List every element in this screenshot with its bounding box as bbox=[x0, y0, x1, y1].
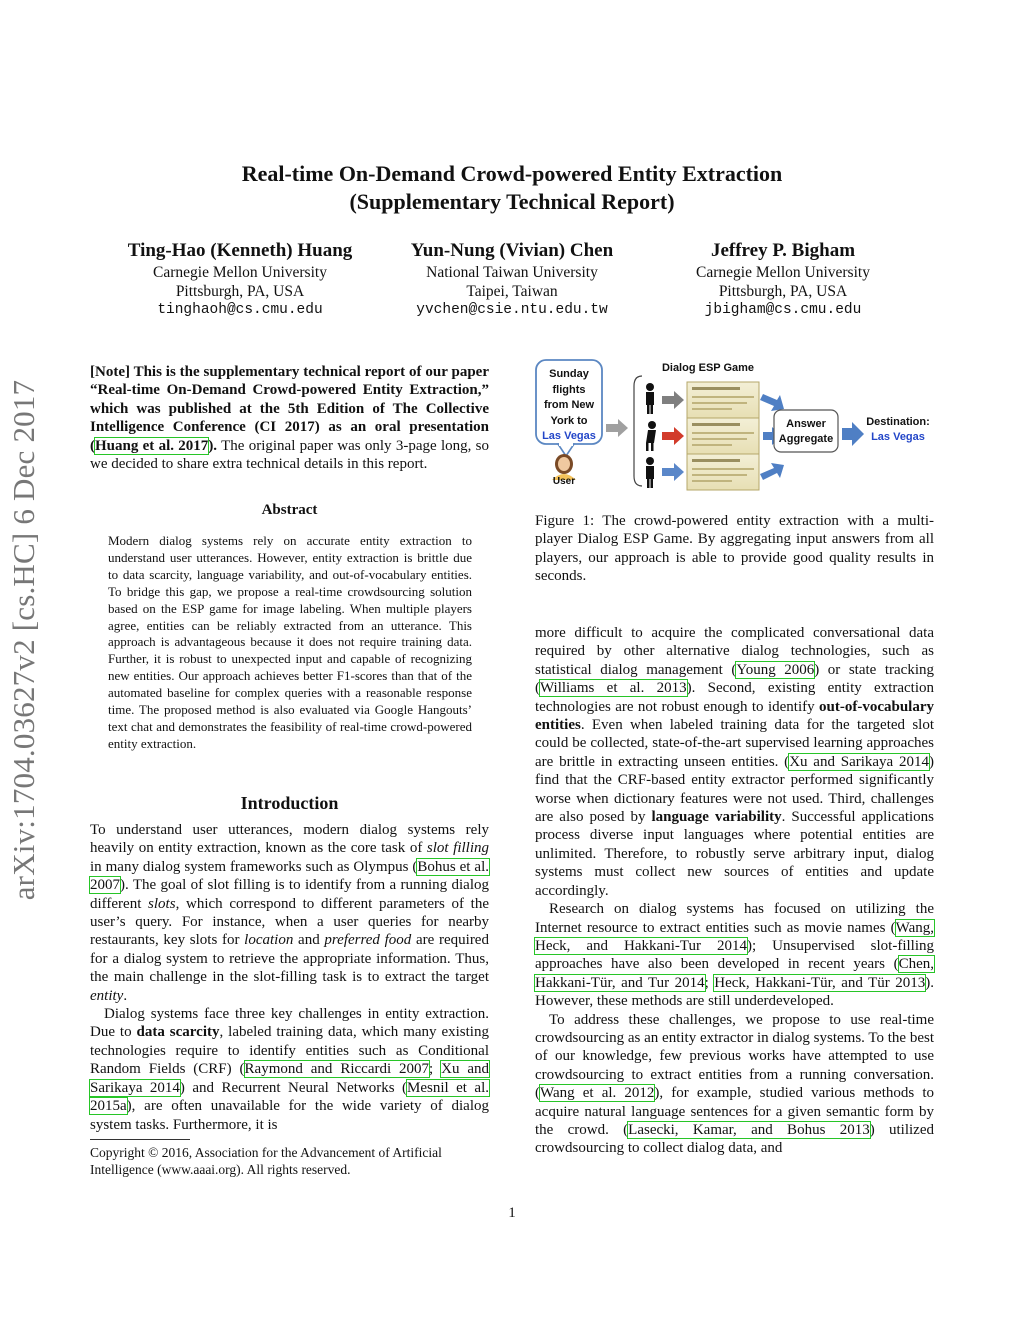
destination-line: Destination: bbox=[866, 416, 930, 428]
text-run: ) and Recurrent Neural Networks ( bbox=[179, 1079, 408, 1096]
intro-heading: Introduction bbox=[240, 793, 339, 813]
intro-body bbox=[90, 821, 489, 1134]
emph: slots bbox=[148, 895, 176, 912]
destination-label bbox=[862, 415, 934, 445]
citation-link[interactable]: Heck, Hakkani-Tür, and Tür 2013 bbox=[714, 974, 926, 991]
footnote: Copyright © 2016, Association for the Advancement of Artificial Intelligence (www.aaai.org). All rights reserved. bbox=[90, 1145, 442, 1177]
title-line-1: Real-time On-Demand Crowd-powered Entity Extraction bbox=[241, 161, 783, 186]
text-run: ) find that the CRF-based entity extractor performed significantly worse when dictionary features were not used. Third, challenges are also posed by bbox=[535, 753, 934, 826]
citation-link[interactable]: Bohus et al. 2007 bbox=[90, 858, 489, 894]
note-bold-end: ). bbox=[208, 437, 218, 454]
text-run: Research on dialog systems has focused on utilizing the Internet resource to extract entities such as movie names ( bbox=[535, 901, 934, 936]
author-location: Pittsburgh, PA, USA bbox=[175, 283, 305, 300]
author-name: Ting-Hao (Kenneth) Huang bbox=[127, 240, 353, 261]
aggregate-label bbox=[774, 417, 838, 447]
destination-value: Las Vegas bbox=[871, 431, 925, 443]
text-run: ), are often unavailable for the wide variety of dialog system tasks. Furthermore, it is bbox=[90, 1098, 489, 1133]
game-label: Dialog ESP Game bbox=[661, 362, 755, 374]
bubble-line: Las Vegas bbox=[542, 430, 596, 442]
text-run: are required for a dialog system to retrieve the appropriate information. Thus, the main challenge in the slot-filling task is to extract the target bbox=[90, 932, 489, 986]
author-location: Taipei, Taiwan bbox=[466, 283, 558, 300]
player-row-3 bbox=[646, 454, 759, 490]
citation-link[interactable]: Wang, Heck, and Hakkani-Tur 2014 bbox=[535, 919, 934, 954]
note-bold: [Note] This is the supplementary technical report of our paper “Real-time On-Demand Crowd-powered Entity Extraction,” which was published at the 5th Edition of The Collective Intelligence Conference (CI 2017) as an oral presentation ( bbox=[90, 364, 489, 454]
arxiv-stamp bbox=[4, 330, 44, 950]
text-run: . Even when labeled training data for the targeted slot could be collected, state-of-the-art supervised learning approaches are brittle in extracting unseen entities. ( bbox=[535, 717, 934, 770]
citation-link[interactable]: Wang et al. 2012 bbox=[540, 1085, 655, 1102]
author-name: Jeffrey P. Bigham bbox=[710, 240, 856, 261]
user-label: User bbox=[552, 476, 576, 487]
author-email[interactable]: yvchen@csie.ntu.edu.tw bbox=[416, 302, 608, 318]
emph: preferred food bbox=[324, 932, 412, 949]
citation-link[interactable]: Raymond and Riccardi 2007 bbox=[244, 1061, 430, 1078]
author-affiliation: Carnegie Mellon University bbox=[696, 264, 870, 281]
text-run: Dialog systems face three key challenges in entity extraction. Due to bbox=[90, 1006, 489, 1041]
game-bracket bbox=[634, 376, 642, 486]
right-body bbox=[535, 624, 934, 1158]
text-run: ). Second, existing entity extraction technologies are not robust enough to identify bbox=[535, 680, 935, 715]
text-run: , which correspond to different parameters of the user’s query. For instance, when a user queries for nearby restaurants, key slots for bbox=[90, 895, 489, 949]
bubble-text bbox=[534, 367, 604, 445]
player-row-2 bbox=[646, 418, 759, 454]
citation-link[interactable]: Xu and Sarikaya 2014 bbox=[789, 753, 929, 770]
figure-1 bbox=[534, 356, 934, 492]
bold-term: out-of-vocabulary entities bbox=[535, 698, 934, 734]
player-row-1 bbox=[646, 382, 759, 418]
bold-term: data scarcity bbox=[136, 1024, 220, 1041]
citation-link[interactable]: Huang et al. 2017 bbox=[95, 437, 209, 454]
bubble-line: Sunday bbox=[549, 368, 589, 380]
input-arrow bbox=[606, 419, 628, 437]
text-run: more difficult to acquire the complicated conversational data required by other alternative dialog technologies, such as statistical dialog management ( bbox=[535, 625, 934, 678]
citation-link[interactable]: Mesnil et al. 2015a bbox=[90, 1079, 489, 1115]
author-affiliation: National Taiwan University bbox=[426, 264, 598, 281]
aggregate-arrow-1 bbox=[760, 394, 784, 411]
aggregate-line: Answer bbox=[786, 418, 826, 430]
paper-title bbox=[0, 160, 1024, 216]
citation-link[interactable]: Lasecki, Kamar, and Bohus 2013 bbox=[628, 1121, 870, 1138]
text-run: ), for example, studied various methods to acquire natural language sentences for a given semantic form by the crowd. ( bbox=[535, 1085, 935, 1138]
author-location: Pittsburgh, PA, USA bbox=[718, 283, 848, 300]
note-rest: The original paper was only 3-page long, so we decided to share extra technical details in this report. bbox=[90, 437, 489, 473]
text-run: ; bbox=[704, 974, 715, 991]
author-affiliation: Carnegie Mellon University bbox=[153, 264, 327, 281]
emph: slot filling bbox=[426, 840, 489, 857]
footnote-rule bbox=[90, 1139, 190, 1140]
arxiv-id: arXiv:1704.03627v2 [cs.HC] 6 Dec 2017 bbox=[6, 379, 41, 901]
page-number: 1 bbox=[508, 1205, 516, 1221]
text-run: ). However, these methods are still underdeveloped. bbox=[535, 974, 934, 1010]
emph: entity bbox=[90, 987, 124, 1004]
author-email[interactable]: tinghaoh@cs.cmu.edu bbox=[157, 302, 323, 318]
text-run: ). The goal of slot filling is to identify from a running dialog different bbox=[90, 877, 489, 912]
emph: location bbox=[244, 932, 294, 949]
bubble-line: flights bbox=[552, 383, 586, 396]
text-run: in many dialog system frameworks such as Olympus ( bbox=[90, 858, 418, 875]
right-paragraph-1 bbox=[535, 624, 934, 900]
aggregate-arrow-3 bbox=[760, 463, 784, 480]
text-run: To understand user utterances, modern dialog systems rely heavily on entity extraction, known as the core task of bbox=[90, 822, 489, 857]
text-run: . Successful applications process diverse input languages where potential entities are unlimited. Therefore, to robustly serve arbitrary input, dialog systems must collect new sources of entities and update accordingly. bbox=[535, 809, 934, 899]
text-run: To address these challenges, we propose to use real-time crowdsourcing as an entity extractor in dialog systems. To the best of our knowledge, few previous works have attempted to use crowdsourcing to extract entities from a running conversation. ( bbox=[535, 1011, 935, 1102]
author-name: Yun-Nung (Vivian) Chen bbox=[410, 240, 614, 261]
citation-link[interactable]: Chen, Hakkani-Tür, and Tur 2014 bbox=[535, 956, 934, 991]
text-run: and bbox=[293, 932, 325, 949]
bubble-line: from New bbox=[543, 399, 595, 411]
abstract-heading: Abstract bbox=[261, 502, 318, 518]
text-run: ) or state tracking ( bbox=[535, 661, 934, 697]
text-run: , labeled training data, which many existing technologies require to identify entities such as Conditional Random Fields (CRF) ( bbox=[90, 1024, 489, 1078]
bold-term: language variability bbox=[651, 809, 782, 826]
figure-caption: Figure 1: The crowd-powered entity extraction with a multi-player Dialog ESP Game. By aggregating input answers from all players, our approach is able to provide good quality results in seconds. bbox=[535, 513, 934, 585]
right-paragraph-2 bbox=[535, 900, 934, 1010]
intro-paragraph-1 bbox=[90, 821, 489, 1005]
text-run: ); Unsupervised slot-filling approaches have also been developed in recent years ( bbox=[535, 937, 935, 973]
author-3 bbox=[623, 239, 943, 320]
abstract-text: Modern dialog systems rely on accurate entity extraction to understand user utterances. However, entity extraction is brittle due to data scarcity, language variability, and out-of-vocabulary entities. To bridge this gap, we propose a real-time crowdsourcing solution based on the ESP game for image labeling. When multiple players agree, entities can be reliably extracted from an utterance. This approach is advantageous because it does not require training data. Further, it is robust to unexpected input and capable of recognizing new entities. Our approach achieves better F1-scores than that of the automated baseline for complex queries with a reasonable response time. The proposed method is also evaluated via Google Hangouts’ text chat and demonstrates the feasibility of real-time crowd-powered entity extraction. bbox=[108, 533, 472, 751]
text-run: ) utilized crowdsourcing to collect dialog data, and bbox=[535, 1121, 934, 1157]
bubble-line: York to bbox=[550, 414, 588, 427]
citation-link[interactable]: Young 2006 bbox=[736, 661, 815, 678]
author-email[interactable]: jbigham@cs.cmu.edu bbox=[704, 302, 862, 318]
citation-link[interactable]: Williams et al. 2013 bbox=[540, 680, 687, 697]
aggregate-line: Aggregate bbox=[778, 433, 834, 445]
text-run: . bbox=[123, 987, 128, 1004]
title-line-2: (Supplementary Technical Report) bbox=[349, 189, 675, 214]
note-paragraph bbox=[90, 363, 489, 473]
citation-link[interactable]: Xu and Sarikaya 2014 bbox=[90, 1061, 490, 1096]
output-arrow bbox=[842, 422, 864, 446]
intro-paragraph-2 bbox=[90, 1005, 489, 1134]
right-paragraph-3 bbox=[535, 1011, 934, 1158]
text-run: ; bbox=[429, 1061, 442, 1078]
